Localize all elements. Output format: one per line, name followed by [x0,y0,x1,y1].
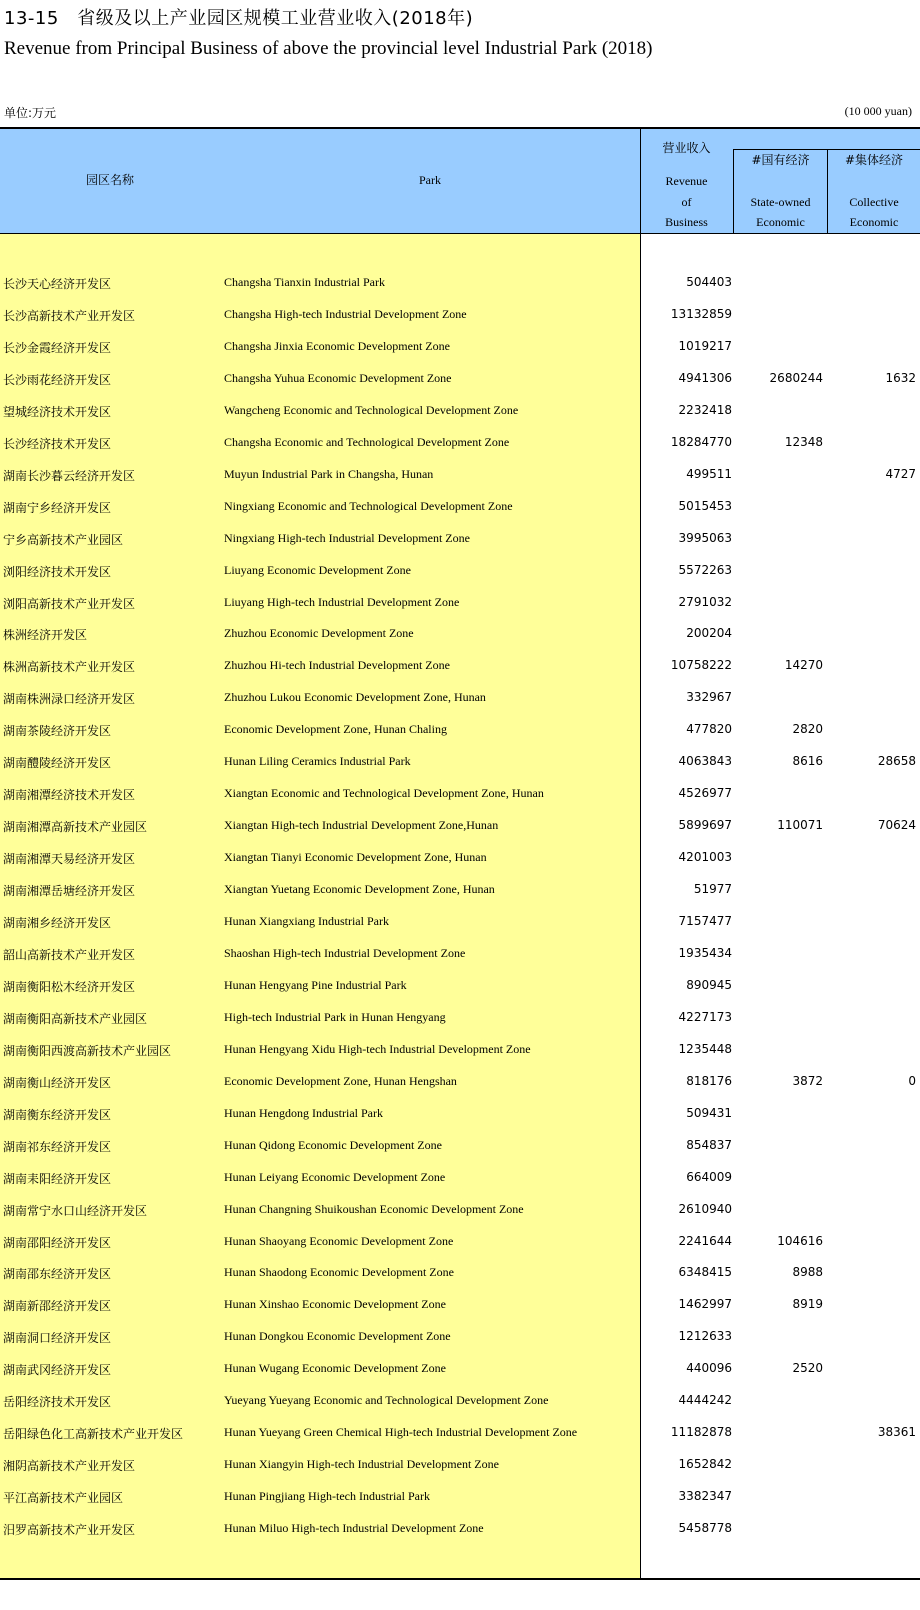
state-owned-value: 12348 [784,434,823,449]
park-name-en: Ningxiang Economic and Technological Development Zone [224,498,513,513]
revenue-value: 504403 [686,275,732,289]
table-row [0,1256,920,1288]
park-name-en: Hunan Shaodong Economic Development Zone [224,1265,454,1280]
state-owned-value: 8919 [792,1297,823,1312]
park-name-en: Hunan Yueyang Green Chemical High-tech Industrial Development Zone [224,1425,578,1440]
revenue-value: 5572263 [678,562,732,577]
park-name-en: Hunan Pingjiang High-tech Industrial Park [224,1489,430,1504]
revenue-value: 4444242 [678,1393,732,1408]
park-name-cn: 湖南武冈经济开发区 [3,1363,112,1378]
park-name-en: Hunan Xinshao Economic Development Zone [224,1297,446,1312]
revenue-value: 3995063 [678,530,732,545]
table-row [0,1129,920,1161]
park-name-cn: 岳阳绿色化工高新技术产业开发区 [3,1427,184,1442]
table-row [0,873,920,905]
table-row [0,1352,920,1384]
revenue-value: 818176 [686,1073,732,1088]
park-name-cn: 湖南邵阳经济开发区 [3,1235,112,1250]
park-name-en: Changsha High-tech Industrial Development Zone [224,306,467,321]
table-row [0,649,920,681]
park-name-en: Economic Development Zone, Hunan Chaling [224,722,447,737]
park-name-cn: 湖南邵东经济开发区 [3,1267,112,1282]
revenue-value: 440096 [686,1361,732,1376]
park-name-cn: 长沙经济技术开发区 [3,436,112,451]
collective-value: 4727 [885,466,916,481]
revenue-value: 4941306 [678,370,732,385]
header-state-cn: #国有经济 [751,153,810,167]
revenue-value: 7157477 [678,914,732,928]
header-divider [0,233,920,234]
table-row [0,394,920,426]
park-name-en: Economic Development Zone, Hunan Hengshan [224,1073,457,1088]
park-name-cn: 岳阳经济技术开发区 [3,1395,112,1410]
park-name-cn: 宁乡高新技术产业园区 [3,532,124,547]
park-name-en: Zhuzhou Lukou Economic Development Zone, Hunan [224,690,486,705]
table-row [0,1384,920,1416]
header-state-en-2: Economic [756,215,805,229]
park-name-cn: 湖南长沙暮云经济开发区 [3,468,136,483]
revenue-value: 5015453 [678,498,732,513]
table-row [0,1161,920,1193]
park-name-en: Hunan Hengdong Industrial Park [224,1105,383,1120]
table-row [0,266,920,298]
table-row [0,1033,920,1065]
park-name-cn: 湖南新邵经济开发区 [3,1299,112,1314]
table-row [0,1448,920,1480]
park-name-en: Liuyang High-tech Industrial Development Zone [224,594,460,609]
park-name-en: Hunan Wugang Economic Development Zone [224,1361,446,1376]
park-name-en: Hunan Xiangyin High-tech Industrial Development Zone [224,1457,499,1472]
park-name-en: Zhuzhou Economic Development Zone [224,626,414,641]
page-title-cn: 13-15 省级及以上产业园区规模工业营业收入(2018年) [4,8,474,29]
revenue-value: 664009 [686,1169,732,1184]
header-revenue-cn: 营业收入 [662,141,711,155]
header-park-name-cn: 园区名称 [85,173,134,187]
park-name-cn: 湖南衡阳高新技术产业园区 [3,1011,148,1026]
table-row [0,522,920,554]
park-name-cn: 湖南醴陵经济开发区 [3,756,112,771]
park-name-en: Yueyang Yueyang Economic and Technological Development Zone [224,1393,549,1408]
park-name-cn: 湘阴高新技术产业开发区 [3,1459,136,1474]
unit-label-en: (10 000 yuan) [844,104,912,118]
park-name-en: High-tech Industrial Park in Hunan Hengyang [224,1009,446,1024]
collective-value: 38361 [877,1425,916,1440]
table-row [0,1097,920,1129]
park-name-en: Changsha Economic and Technological Development Zone [224,434,510,449]
collective-value: 70624 [877,818,916,833]
table-row [0,1416,920,1448]
header-collective-cn: #集体经济 [844,153,904,167]
table-row [0,841,920,873]
table-row [0,617,920,649]
park-name-cn: 长沙雨花经济开发区 [3,372,112,387]
state-owned-value: 2520 [792,1361,823,1376]
park-name-cn: 湖南宁乡经济开发区 [3,500,112,515]
revenue-value: 13132859 [670,306,732,321]
table-row [0,1001,920,1033]
park-name-cn: 长沙金霞经济开发区 [3,340,112,355]
revenue-value: 1935434 [678,945,732,960]
table-row [0,586,920,618]
table-row [0,1480,920,1512]
park-name-cn: 湖南湘潭天易经济开发区 [3,852,136,867]
park-name-cn: 湖南衡阳松木经济开发区 [3,979,136,994]
table-row [0,490,920,522]
park-name-en: Liuyang Economic Development Zone [224,562,411,577]
revenue-value: 4063843 [678,754,732,769]
table-bottom-rule [0,1578,920,1580]
table-row [0,1320,920,1352]
revenue-value: 509431 [686,1105,732,1120]
park-name-en: Hunan Leiyang Economic Development Zone [224,1169,446,1184]
park-name-cn: 湖南湘乡经济开发区 [3,916,112,930]
park-name-cn: 湖南湘潭高新技术产业园区 [3,820,148,835]
state-owned-value: 8988 [792,1265,823,1280]
table-row [0,777,920,809]
table-row [0,1065,920,1097]
park-name-cn: 株洲经济开发区 [3,628,88,643]
header-park-en: Park [419,173,441,187]
state-owned-value: 3872 [792,1073,823,1088]
table-row [0,905,920,937]
park-name-en: Xiangtan High-tech Industrial Development Zone,Hunan [224,818,499,833]
revenue-value: 1652842 [678,1457,732,1472]
park-name-en: Xiangtan Yuetang Economic Development Zone, Hunan [224,882,495,897]
table-row [0,330,920,362]
revenue-value: 3382347 [678,1489,732,1504]
table-row [0,937,920,969]
park-name-en: Hunan Qidong Economic Development Zone [224,1137,442,1152]
state-owned-value: 104616 [777,1233,823,1248]
table-row [0,362,920,394]
park-name-cn: 长沙高新技术产业开发区 [3,308,136,323]
revenue-value: 11182878 [670,1425,732,1440]
table-row [0,809,920,841]
park-name-cn: 湖南株洲渌口经济开发区 [3,692,136,707]
park-name-cn: 湖南常宁水口山经济开发区 [3,1203,148,1218]
park-name-cn: 长沙天心经济开发区 [3,277,112,291]
park-name-cn: 湖南湘潭经济技术开发区 [3,788,136,803]
state-owned-value: 2680244 [769,370,823,385]
park-name-en: Hunan Hengyang Pine Industrial Park [224,977,407,992]
park-name-cn: 汨罗高新技术产业开发区 [3,1523,136,1538]
revenue-value: 4201003 [678,850,732,865]
park-name-en: Changsha Jinxia Economic Development Zone [224,338,450,353]
park-name-cn: 望城经济技术开发区 [3,404,112,419]
table-row [0,681,920,713]
revenue-value: 854837 [686,1137,732,1152]
revenue-value: 18284770 [670,434,732,449]
table-row [0,1193,920,1225]
park-name-en: Hunan Shaoyang Economic Development Zone [224,1233,454,1248]
park-name-cn: 株洲高新技术产业开发区 [3,660,136,675]
table-row [0,458,920,490]
revenue-value: 332967 [686,690,732,705]
park-name-en: Hunan Changning Shuikoushan Economic Development Zone [224,1201,524,1216]
revenue-value: 51977 [693,882,732,897]
park-name-en: Xiangtan Economic and Technological Development Zone, Hunan [224,786,544,801]
collective-value: 1632 [885,370,916,385]
park-name-en: Changsha Yuhua Economic Development Zone [224,370,452,385]
park-name-en: Ningxiang High-tech Industrial Development Zone [224,530,470,545]
park-name-cn: 浏阳经济技术开发区 [3,564,112,579]
table-row [0,1225,920,1257]
park-name-en: Changsha Tianxin Industrial Park [224,275,385,289]
revenue-value: 1235448 [678,1041,732,1056]
park-name-en: Xiangtan Tianyi Economic Development Zone, Hunan [224,850,487,865]
header-collective-en-1: Collective [849,195,899,209]
park-name-en: Muyun Industrial Park in Changsha, Hunan [224,466,434,481]
revenue-value: 4227173 [678,1009,732,1024]
revenue-value: 200204 [686,626,732,641]
park-name-cn: 湖南湘潭岳塘经济开发区 [3,884,136,899]
collective-value: 0 [908,1073,916,1088]
park-name-cn: 湖南祁东经济开发区 [3,1139,112,1154]
header-revenue-en-2: of [681,195,692,209]
revenue-value: 4526977 [678,786,732,801]
table-row [0,1512,920,1544]
table-row [0,1288,920,1320]
page-title-en: Revenue from Principal Business of above the provincial level Industrial Park (2018) [4,38,653,59]
revenue-value: 2241644 [678,1233,732,1248]
table-row [0,298,920,330]
revenue-value: 890945 [686,977,732,992]
state-owned-value: 2820 [792,722,823,737]
park-name-cn: 湖南茶陵经济开发区 [3,724,112,739]
revenue-value: 5899697 [678,818,732,833]
revenue-value: 2232418 [678,402,732,417]
revenue-value: 499511 [686,466,732,481]
state-owned-value: 14270 [784,658,823,673]
park-name-en: Hunan Dongkou Economic Development Zone [224,1329,451,1344]
park-name-en: Shaoshan High-tech Industrial Development Zone [224,945,466,960]
park-name-cn: 湖南耒阳经济开发区 [3,1171,112,1186]
revenue-value: 6348415 [678,1265,732,1280]
state-owned-value: 8616 [792,754,823,769]
header-state-en-1: State-owned [750,195,811,209]
table-row [0,554,920,586]
unit-label-cn: 单位:万元 [4,106,57,120]
park-name-en: Zhuzhou Hi-tech Industrial Development Zone [224,658,450,673]
table-row [0,426,920,458]
park-name-cn: 湖南衡东经济开发区 [3,1107,112,1122]
table-row [0,713,920,745]
revenue-value: 477820 [686,722,732,737]
header-collective-en-2: Economic [849,215,899,229]
park-name-cn: 湖南衡山经济开发区 [3,1075,112,1090]
revenue-value: 10758222 [670,658,732,673]
collective-value: 28658 [877,754,916,769]
park-name-en: Hunan Xiangxiang Industrial Park [224,914,389,928]
park-name-cn: 韶山高新技术产业开发区 [3,947,136,962]
park-name-en: Hunan Hengyang Xidu High-tech Industrial Development Zone [224,1041,531,1056]
revenue-value: 2791032 [678,594,732,609]
table-row [0,745,920,777]
park-name-cn: 湖南洞口经济开发区 [3,1331,112,1346]
revenue-value: 1019217 [678,338,732,353]
revenue-value: 5458778 [678,1521,732,1536]
park-name-cn: 湖南衡阳西渡高新技术产业园区 [3,1043,172,1058]
table-row [0,969,920,1001]
state-owned-value: 110071 [777,818,823,833]
park-name-cn: 浏阳高新技术产业开发区 [3,596,136,611]
park-name-en: Hunan Liling Ceramics Industrial Park [224,754,411,769]
revenue-value: 2610940 [678,1201,732,1216]
park-name-cn: 平江高新技术产业园区 [3,1491,124,1506]
park-name-en: Hunan Miluo High-tech Industrial Development Zone [224,1521,484,1536]
park-name-en: Wangcheng Economic and Technological Development Zone [224,402,519,417]
header-revenue-en-3: Business [665,215,708,229]
revenue-value: 1462997 [678,1297,732,1312]
header-revenue-en-1: Revenue [665,174,708,188]
revenue-value: 1212633 [678,1329,732,1344]
